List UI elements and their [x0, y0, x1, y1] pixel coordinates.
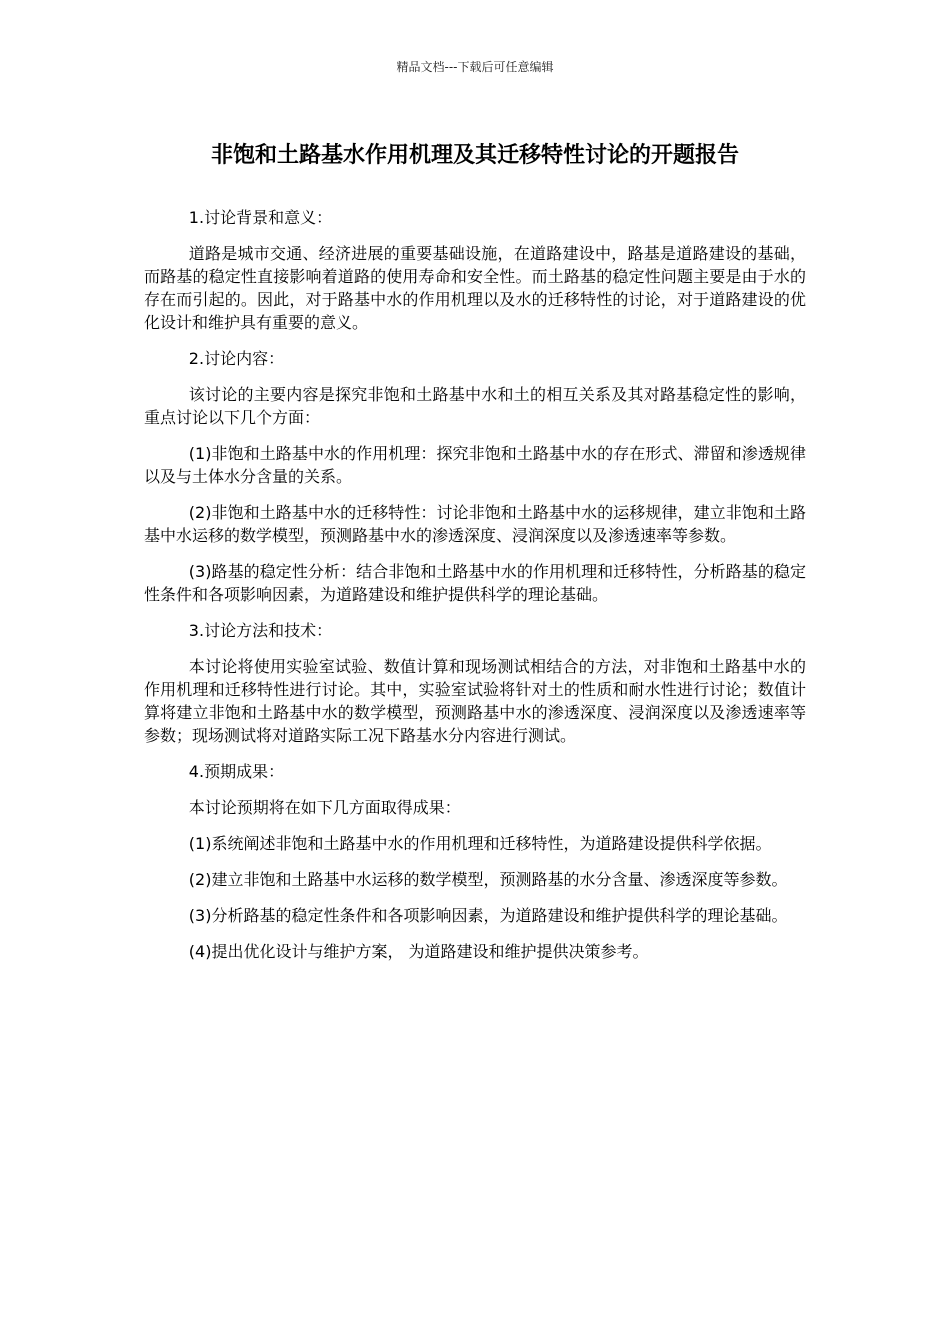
header-note: 精品文档---下载后可任意编辑	[396, 60, 554, 74]
list-item: (3)路基的稳定性分析：结合非饱和土路基中水的作用机理和迁移特性，分析路基的稳定性条件和各项影响因素，为道路建设和维护提供科学的理论基础。	[144, 562, 806, 604]
document-title: 非饱和土路基水作用机理及其迁移特性讨论的开题报告	[210, 143, 739, 168]
list-item: (1)非饱和土路基中水的作用机理：探究非饱和土路基中水的存在形式、滞留和渗透规律以及与土体水分含量的关系。	[144, 444, 806, 486]
section-heading-background: 1.讨论背景和意义：	[188, 208, 333, 227]
section-heading-outcomes: 4.预期成果：	[188, 762, 285, 781]
list-item: (2)建立非饱和土路基中水运移的数学模型，预测路基的水分含量、渗透深度等参数。	[188, 870, 788, 889]
paragraph: 本讨论将使用实验室试验、数值计算和现场测试相结合的方法，对非饱和土路基中水的作用机理和迁移特性进行讨论。其中，实验室试验将针对土的性质和耐水性进行讨论；数值计算将建立非饱和土路基中水的数学模型，预测路基中水的渗透深度、浸润深度以及渗透速率等参数；现场测试将对道路实际工况下路基水分内容进行测试。	[144, 657, 806, 745]
paragraph: 本讨论预期将在如下几方面取得成果：	[188, 798, 461, 817]
list-item: (4)提出优化设计与维护方案， 为道路建设和维护提供决策参考。	[188, 942, 649, 961]
paragraph: 道路是城市交通、经济进展的重要基础设施，在道路建设中，路基是道路建设的基础，而路基的稳定性直接影响着道路的使用寿命和安全性。而土路基的稳定性问题主要是由于水的存在而引起的。因此，对于路基中水的作用机理以及水的迁移特性的讨论，对于道路建设的优化设计和维护具有重要的意义。	[144, 244, 806, 332]
list-item: (3)分析路基的稳定性条件和各项影响因素，为道路建设和维护提供科学的理论基础。	[188, 906, 788, 925]
document-body	[144, 206, 806, 976]
list-item: (2)非饱和土路基中水的迁移特性：讨论非饱和土路基中水的运移规律，建立非饱和土路基中水运移的数学模型，预测路基中水的渗透深度、浸润深度以及渗透速率等参数。	[144, 503, 806, 545]
section-heading-methods: 3.讨论方法和技术：	[188, 621, 333, 640]
paragraph: 该讨论的主要内容是探究非饱和土路基中水和土的相互关系及其对路基稳定性的影响，重点讨论以下几个方面：	[144, 385, 806, 427]
list-item: (1)系统阐述非饱和土路基中水的作用机理和迁移特性，为道路建设提供科学依据。	[188, 834, 772, 853]
section-heading-content: 2.讨论内容：	[188, 349, 285, 368]
